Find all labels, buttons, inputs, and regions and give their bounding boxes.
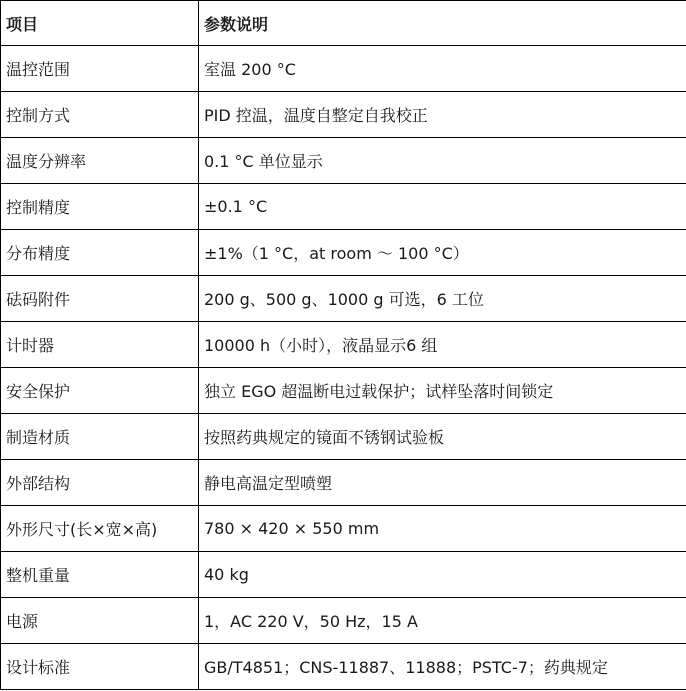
table-row — [1, 322, 686, 368]
column-header-param: 参数说明 — [199, 1, 686, 46]
table-row — [1, 598, 686, 644]
row-value: 0.1 °C 单位显示 — [199, 138, 686, 184]
table-row — [1, 460, 686, 506]
row-value: 室温 200 °C — [199, 46, 686, 92]
row-value: ±1%（1 °C，at room ～ 100 °C） — [199, 230, 686, 276]
table-row — [1, 230, 686, 276]
table-row — [1, 644, 686, 690]
table-row — [1, 506, 686, 552]
row-value: 200 g、500 g、1000 g 可选，6 工位 — [199, 276, 686, 322]
table-row — [1, 92, 686, 138]
row-label: 温度分辨率 — [1, 138, 199, 184]
row-label: 分布精度 — [1, 230, 199, 276]
row-label: 安全保护 — [1, 368, 199, 414]
row-label: 整机重量 — [1, 552, 199, 598]
table-row — [1, 184, 686, 230]
row-label: 设计标准 — [1, 644, 199, 690]
row-label: 外形尺寸(长×宽×高) — [1, 506, 199, 552]
column-header-item: 项目 — [1, 1, 199, 46]
table-row — [1, 276, 686, 322]
row-value: 10000 h（小时），液晶显示6 组 — [199, 322, 686, 368]
row-value: 静电高温定型喷塑 — [199, 460, 686, 506]
table-row — [1, 368, 686, 414]
row-label: 控制精度 — [1, 184, 199, 230]
row-value: PID 控温，温度自整定自我校正 — [199, 92, 686, 138]
row-value: 780 × 420 × 550 mm — [199, 506, 686, 552]
row-value: ±0.1 °C — [199, 184, 686, 230]
table-row — [1, 552, 686, 598]
row-value: 40 kg — [199, 552, 686, 598]
row-value: 1，AC 220 V，50 Hz，15 A — [199, 598, 686, 644]
row-label: 电源 — [1, 598, 199, 644]
table-header-row — [1, 1, 686, 46]
row-value: GB/T4851；CNS-11887、11888；PSTC-7；药典规定 — [199, 644, 686, 690]
row-value: 独立 EGO 超温断电过载保护；试样坠落时间锁定 — [199, 368, 686, 414]
row-label: 温控范围 — [1, 46, 199, 92]
row-label: 制造材质 — [1, 414, 199, 460]
row-label: 计时器 — [1, 322, 199, 368]
row-label: 外部结构 — [1, 460, 199, 506]
row-label: 砝码附件 — [1, 276, 199, 322]
row-label: 控制方式 — [1, 92, 199, 138]
table-row — [1, 414, 686, 460]
table-row — [1, 46, 686, 92]
row-value: 按照药典规定的镜面不锈钢试验板 — [199, 414, 686, 460]
table-row — [1, 138, 686, 184]
